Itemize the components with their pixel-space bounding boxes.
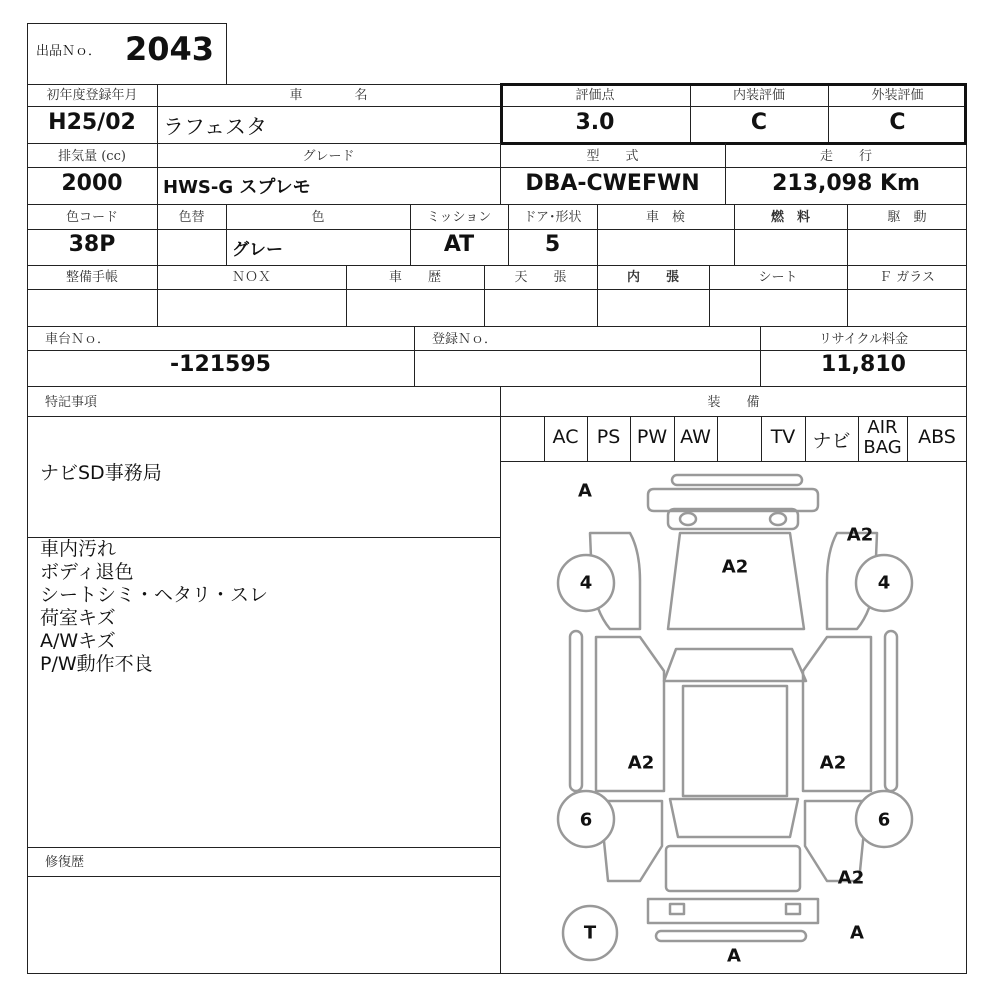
fglass-label: Ｆ ガラス bbox=[879, 270, 935, 285]
car-name-label: 車 名 bbox=[289, 88, 368, 103]
special-note: ナビSD事務局 bbox=[40, 462, 162, 484]
mark-left-side: A2 bbox=[627, 752, 655, 774]
score-label: 評価点 bbox=[575, 88, 615, 103]
note-item: 荷室キズ bbox=[40, 607, 116, 629]
repaint-label: 色替 bbox=[178, 210, 205, 225]
note-item: P/W動作不良 bbox=[40, 653, 153, 675]
color-value: グレー bbox=[232, 240, 283, 260]
color-code-value: 38P bbox=[68, 232, 116, 257]
mark-right-front-fender: A2 bbox=[846, 524, 874, 546]
first-reg-label: 初年度登録年月 bbox=[46, 88, 138, 103]
mark-left-rear-tire: 6 bbox=[579, 809, 593, 831]
car-name-value: ラフェスタ bbox=[163, 115, 267, 139]
mark-rear-right: A2 bbox=[837, 867, 865, 889]
exterior-value: C bbox=[889, 110, 906, 135]
repair-label: 修復歴 bbox=[45, 855, 85, 870]
color-code-label: 色コード bbox=[65, 210, 118, 225]
displacement-label: 排気量 (cc) bbox=[58, 149, 126, 164]
mark-rear-bumper: A bbox=[727, 945, 741, 967]
mark-front-bumper: A bbox=[578, 480, 592, 502]
drive-label: 駆 動 bbox=[887, 210, 927, 225]
seat-label: シート bbox=[758, 270, 798, 285]
note-item: シートシミ・ヘタリ・スレ bbox=[40, 584, 269, 606]
maintenance-label: 整備手帳 bbox=[65, 270, 118, 285]
mileage-value: 213,098 Km bbox=[772, 171, 920, 196]
equip-pw: PW bbox=[636, 426, 668, 448]
note-item: 車内汚れ bbox=[40, 538, 117, 560]
doors-label: ドア･形状 bbox=[523, 210, 582, 225]
equip-aw: AW bbox=[680, 426, 711, 448]
grade-value: HWS-G スプレモ bbox=[163, 177, 311, 198]
displacement-value: 2000 bbox=[61, 171, 123, 196]
equip-tv: TV bbox=[770, 426, 796, 448]
mark-hood: A2 bbox=[721, 556, 749, 578]
fuel-label: 燃 料 bbox=[770, 210, 810, 225]
score-value: 3.0 bbox=[575, 110, 615, 135]
history-label: 車 歴 bbox=[388, 270, 441, 285]
mark-right-side: A2 bbox=[819, 752, 847, 774]
transmission-value: AT bbox=[443, 232, 475, 257]
chassis-value: -121595 bbox=[170, 352, 271, 377]
car-diagram bbox=[500, 461, 967, 974]
equip-abs: ABS bbox=[918, 426, 956, 448]
mark-spare-tire: T bbox=[583, 922, 597, 944]
equip-ps: PS bbox=[596, 426, 621, 448]
interior-value: C bbox=[750, 110, 768, 135]
transmission-label: ミッション bbox=[426, 210, 492, 225]
first-reg-value: H25/02 bbox=[48, 110, 136, 135]
recycle-value: 11,810 bbox=[821, 352, 906, 377]
color-label: 色 bbox=[311, 210, 325, 225]
mark-left-front-tire: 4 bbox=[579, 572, 593, 594]
roof-label: 天 張 bbox=[514, 270, 567, 285]
mileage-label: 走 行 bbox=[819, 149, 872, 164]
mark-right-rear-tire: 6 bbox=[877, 809, 891, 831]
interior-label: 内装評価 bbox=[732, 88, 785, 103]
chassis-label: 車台Ｎｏ． bbox=[45, 332, 111, 347]
model-label: 型 式 bbox=[586, 149, 639, 164]
equipment-label: 装 備 bbox=[707, 395, 760, 410]
registration-label: 登録Ｎｏ． bbox=[432, 332, 498, 347]
nox-label: ＮＯＸ bbox=[231, 270, 271, 285]
inspection-label: 車 検 bbox=[645, 210, 685, 225]
equip-ac: AC bbox=[552, 426, 579, 448]
special-label: 特記事項 bbox=[45, 395, 98, 410]
exterior-label: 外装評価 bbox=[871, 88, 924, 103]
mark-rear-corner: A bbox=[850, 922, 864, 944]
mark-right-front-tire: 4 bbox=[877, 572, 891, 594]
note-item: A/Wキズ bbox=[40, 630, 116, 652]
equip-navi: ナビ bbox=[812, 430, 851, 452]
doors-value: 5 bbox=[544, 232, 561, 257]
model-value: DBA-CWEFWN bbox=[525, 171, 700, 196]
upholstery-label: 内 張 bbox=[626, 270, 679, 285]
grade-label: グレード bbox=[302, 149, 355, 164]
recycle-label: リサイクル料金 bbox=[818, 332, 909, 347]
equip-airbag: AIR BAG bbox=[863, 417, 902, 458]
lot-number: 2043 bbox=[125, 30, 215, 68]
note-item: ボディ退色 bbox=[40, 561, 134, 583]
lot-label: 出品Ｎｏ． bbox=[36, 44, 102, 59]
